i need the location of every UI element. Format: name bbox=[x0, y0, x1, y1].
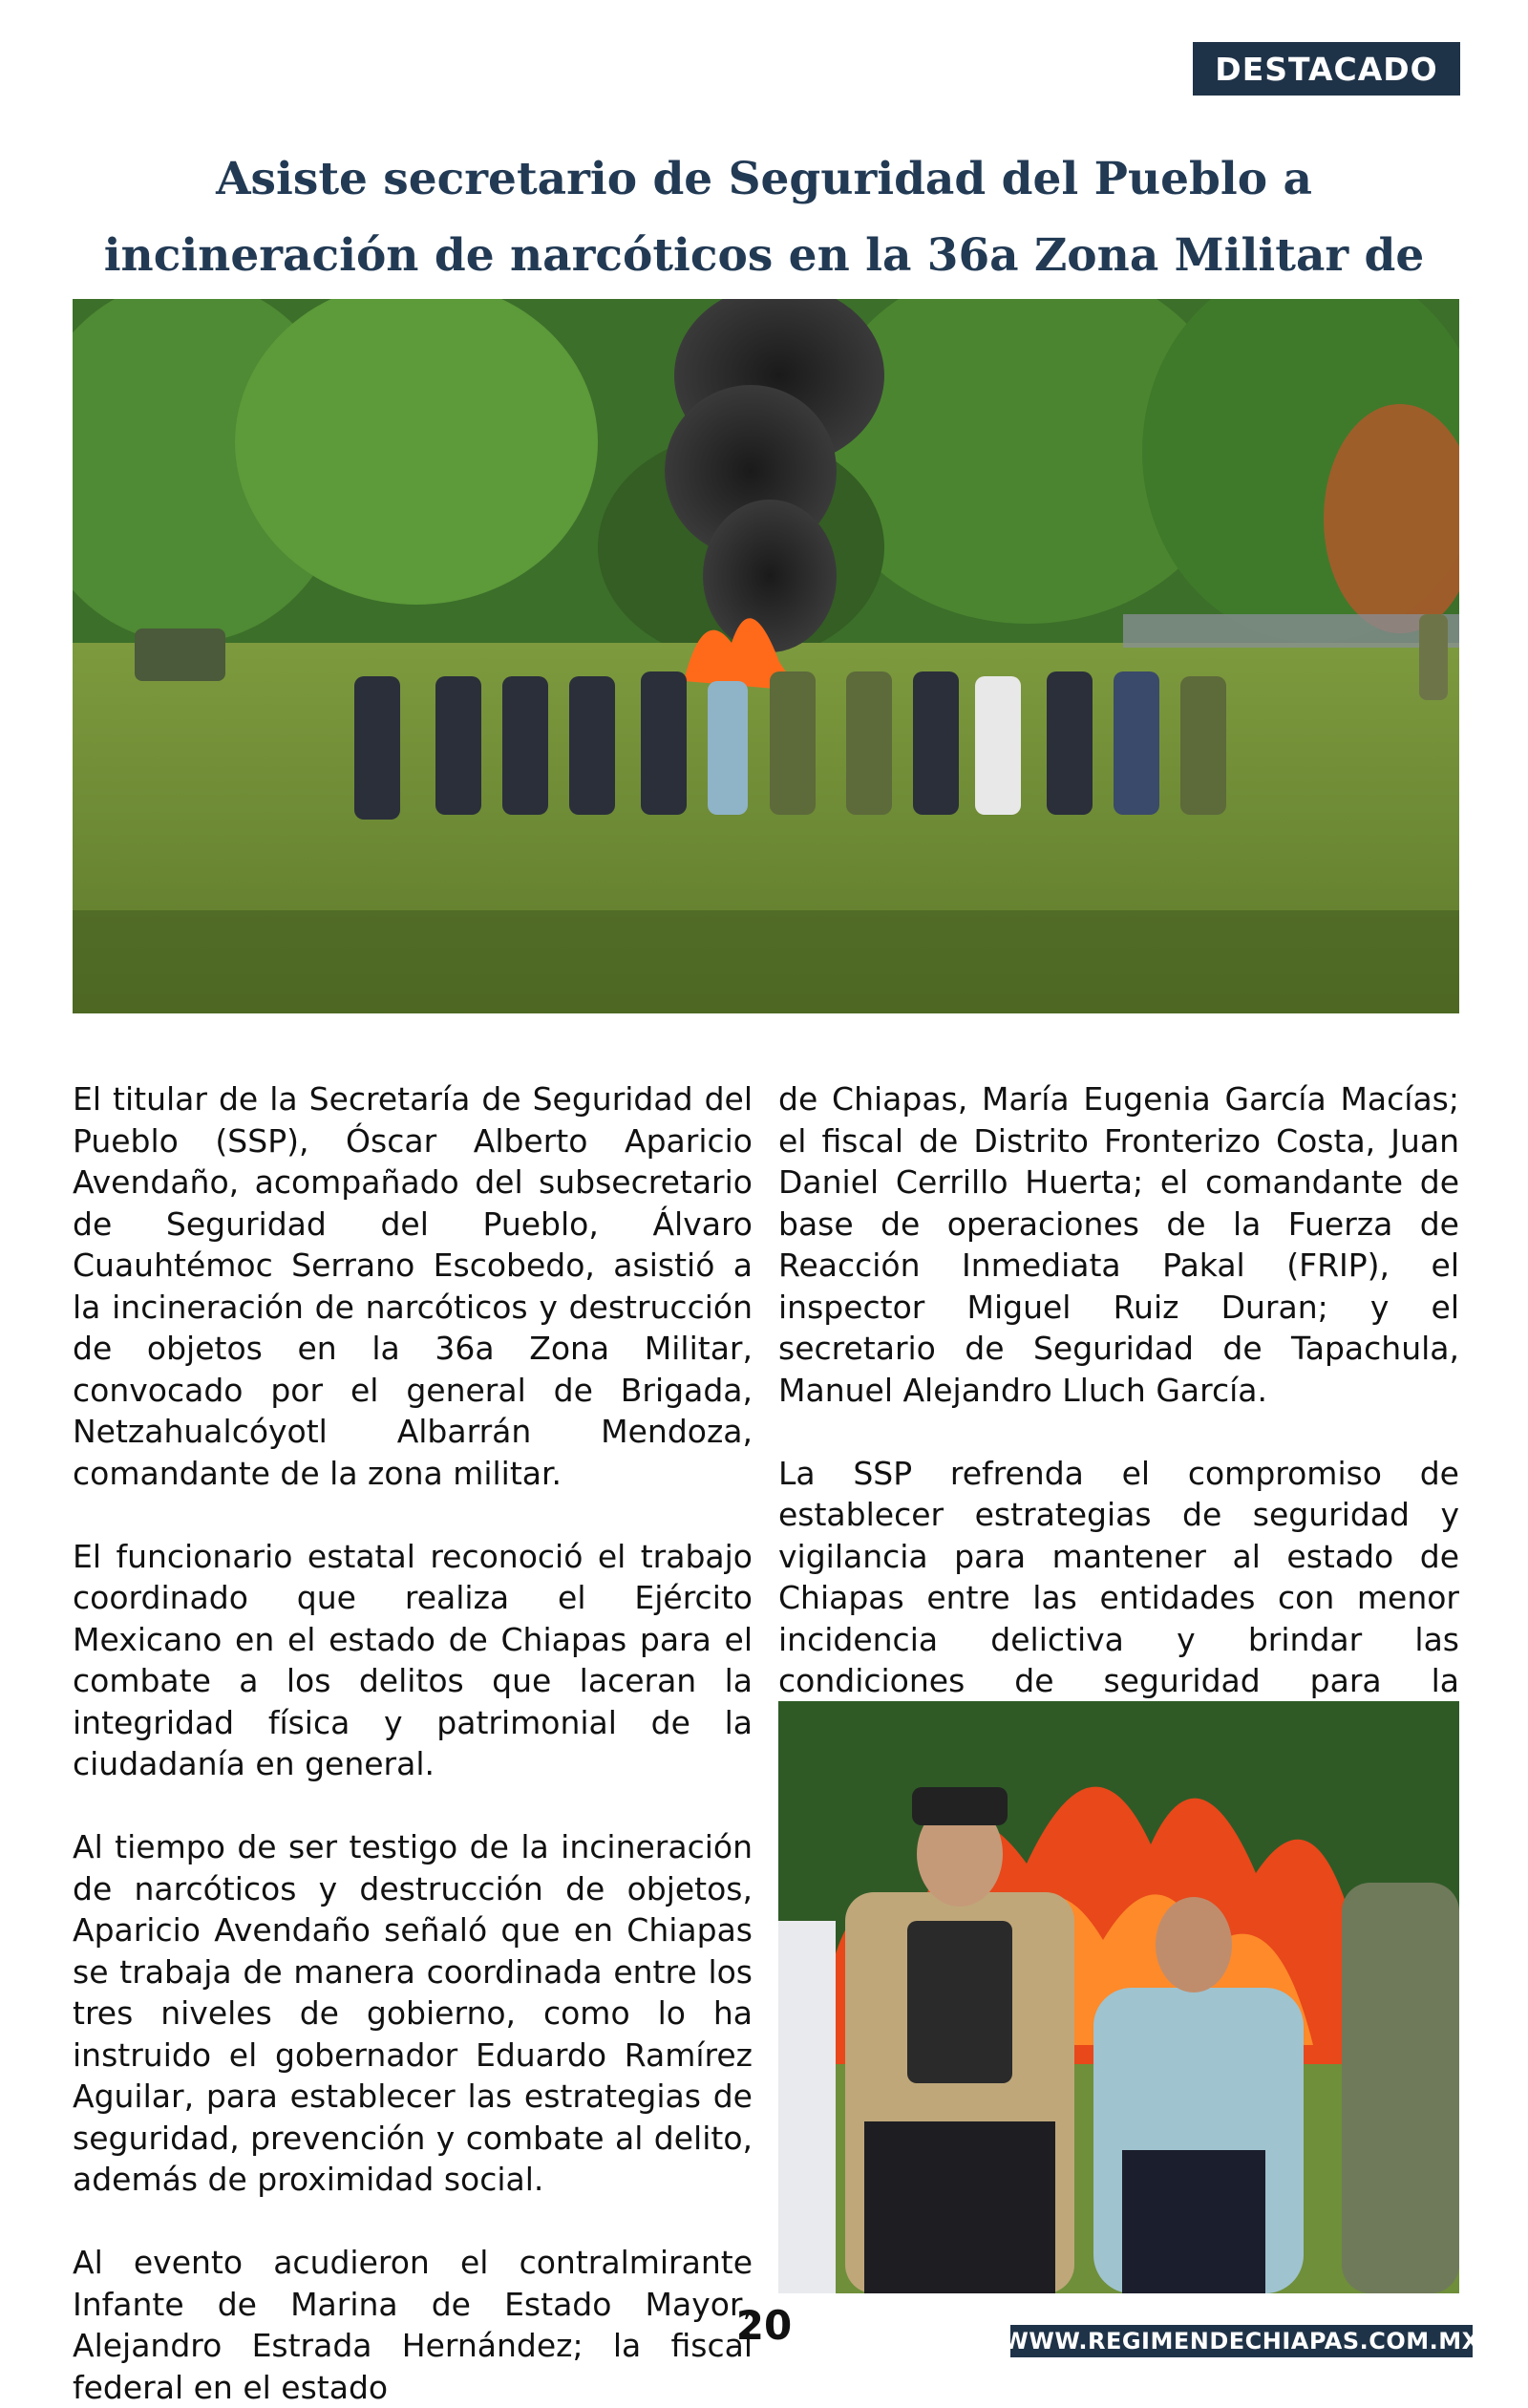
article-column-right bbox=[778, 1078, 1459, 1743]
paragraph: El titular de la Secretaría de Seguridad del Pueblo (SSP), Óscar Alberto Aparicio Avendaño, acompañado del subsecretario de Seguridad del Pueblo, Álvaro Cuauhtémoc Serrano Escobedo, asistió a la incineración de narcóticos y destrucción de objetos en la 36a Zona Militar, convocado por el general de Brigada, Netzahualcóyotl Albarrán Mendoza, comandante de la zona militar. bbox=[73, 1080, 753, 1492]
photo-group-incineration bbox=[73, 299, 1459, 1013]
photo-officials-closeup bbox=[778, 1701, 1459, 2293]
footer-url[interactable]: WWW.REGIMENDECHIAPAS.COM.MX bbox=[1010, 2325, 1473, 2357]
page-number: 20 bbox=[735, 2302, 793, 2349]
paragraph: La SSP refrenda el compromiso de establecer estrategias de seguridad y vigilancia para mantener al estado de Chiapas entre las entidades con menor incidencia delictiva y brindar las condiciones de seguridad para la bbox=[778, 1454, 1459, 1699]
paragraph: Al evento acudieron el contralmirante Infante de Marina de Estado Mayor, Alejandro Estrada Hernández; la fiscal federal en el estado bbox=[73, 2244, 753, 2406]
paragraph: Al tiempo de ser testigo de la incineración de narcóticos y destrucción de objetos, Aparicio Avendaño señaló que en Chiapas se trabaja de manera coordinada entre los tres niveles de gobierno, como lo ha instruido el gobernador Eduardo Ramírez Aguilar, para establecer las estrategias de seguridad, prevención y combate al delito, además de proximidad social. bbox=[73, 1828, 753, 2198]
paragraph: El funcionario estatal reconoció el trabajo coordinado que realiza el Ejército Mexicano en el estado de Chiapas para el combate a los delitos que laceran la integridad física y patrimonial de la ciudadanía en general. bbox=[73, 1537, 753, 1782]
article-column-left bbox=[73, 1078, 753, 2408]
headline: Asiste secretario de Seguridad del Pueblo a incineración de narcóticos en la 36a Zona Militar de bbox=[103, 153, 1425, 282]
paragraph: de Chiapas, María Eugenia García Macías; el fiscal de Distrito Fronterizo Costa, Juan Daniel Cerrillo Huerta; el comandante de base de operaciones de la Fuerza de Reacción Inmediata Pakal (FRIP), el inspector Miguel Ruiz Duran; y el secretario de Seguridad de Tapachula, Manuel Alejandro Lluch García. bbox=[778, 1080, 1459, 1409]
section-tag: DESTACADO bbox=[1193, 42, 1460, 96]
